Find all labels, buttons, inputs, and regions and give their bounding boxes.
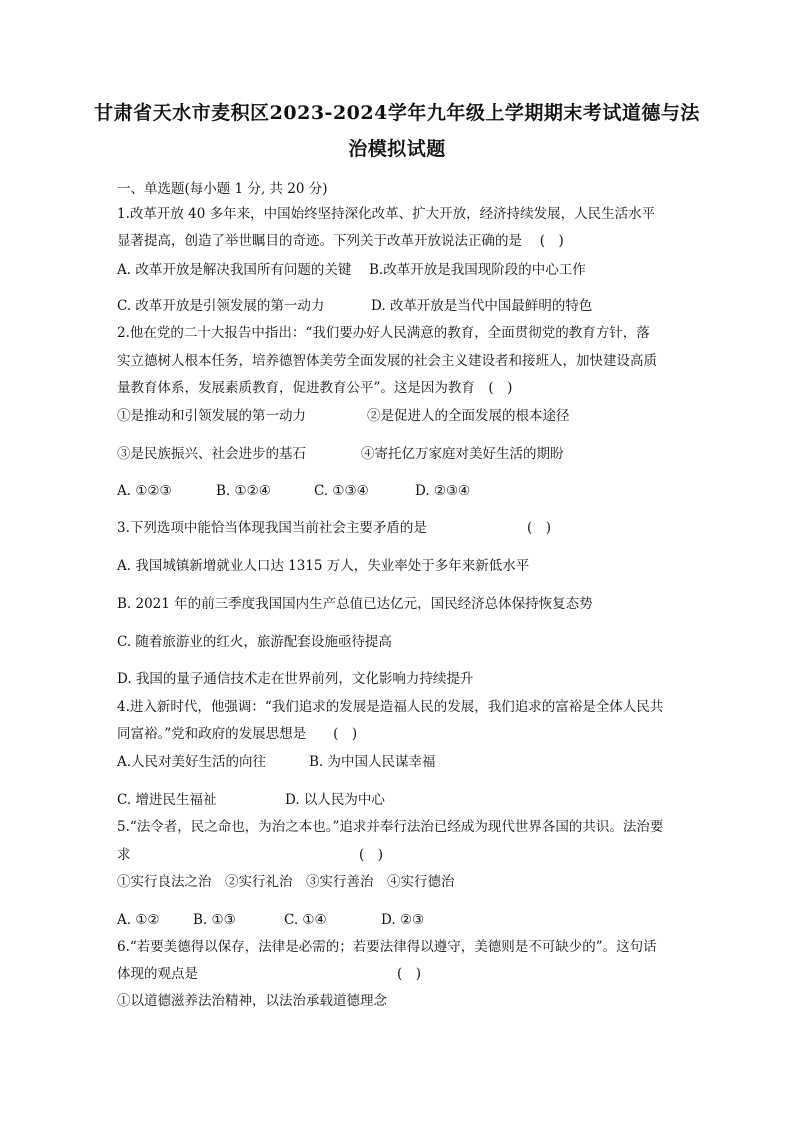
q4-stem-line2: 同富裕。”党和政府的发展思想是 ( ) — [117, 726, 358, 742]
q3-option-a: A. 我国城镇新增就业人口达 1315 万人，失业率处于多年来新低水平 — [117, 558, 530, 574]
q1-option-d: D. 改革开放是当代中国最鲜明的特色 — [371, 298, 593, 314]
exam-title-line2: 治模拟试题 — [348, 138, 446, 160]
q6-stem-line1: 6.“若要美德得以保存，法律是必需的；若要法律得以遵守，美德则是不可缺少的”。这句话 — [117, 939, 657, 955]
section-heading: 一、单选题(每小题 1 分, 共 20 分) — [117, 181, 328, 197]
q5-stem-line1: 5.“法令者，民之命也，为治之本也。”追求并奉行法治已经成为现代世界各国的共识。法治要 — [117, 819, 664, 835]
q2-stem-line2: 实立德树人根本任务，培养德智体美劳全面发展的社会主义建设者和接班人，加快建设高质 — [117, 353, 657, 369]
q3-option-d: D. 我国的量子通信技术走在世界前列，文化影响力持续提升 — [117, 671, 474, 687]
q5-option-d: D. ②③ — [381, 912, 425, 928]
q5-statements: ①实行良法之治 ②实行礼治 ③实行善治 ④实行德治 — [117, 874, 455, 890]
q3-stem-text: 3.下列选项中能恰当体现我国当前社会主要矛盾的是 — [117, 520, 427, 536]
q2-option-a: A. ①②③ — [117, 483, 172, 499]
q5-option-a: A. ①② — [117, 912, 160, 928]
q4-option-c: C. 增进民生福祉 — [117, 792, 217, 808]
q2-option-b: B. ①②④ — [216, 483, 271, 499]
q1-stem-line1: 1.改革开放 40 多年来，中国始终坚持深化改革、扩大开放，经济持续发展，人民生活水平 — [117, 206, 656, 222]
q5-option-c: C. ①④ — [284, 912, 327, 928]
q4-option-b: B. 为中国人民谋幸福 — [309, 754, 436, 770]
q1-stem-line2: 显著提高，创造了举世瞩目的奇迹。下列关于改革开放说法正确的是 ( ) — [117, 233, 564, 249]
q2-statement-4: ④寄托亿万家庭对美好生活的期盼 — [361, 446, 564, 462]
q2-option-c: C. ①③④ — [314, 483, 369, 499]
q1-option-b: B.改革开放是我国现阶段的中心工作 — [369, 262, 586, 278]
q2-statement-3: ③是民族振兴、社会进步的基石 — [117, 446, 306, 462]
q6-stem-text: 体现的观点是 — [117, 966, 198, 982]
q5-option-b: B. ①③ — [193, 912, 236, 928]
q2-statement-2: ②是促进人的全面发展的根本途径 — [367, 408, 570, 424]
q2-statement-1: ①是推动和引领发展的第一动力 — [117, 408, 306, 424]
q3-answer-paren: ( ) — [527, 520, 552, 536]
exam-title-line1: 甘肃省天水市麦积区2023-2024学年九年级上学期期末考试道德与法 — [94, 102, 700, 124]
q2-option-d: D. ②③④ — [415, 483, 471, 499]
q6-statement-1: ①以道德滋养法治精神，以法治承载道德理念 — [117, 993, 387, 1009]
q1-option-c: C. 改革开放是引领发展的第一动力 — [117, 298, 325, 314]
q3-option-b: B. 2021 年的前三季度我国国内生产总值已达亿元，国民经济总体保持恢复态势 — [117, 596, 593, 612]
q2-stem-line3: 量教育体系，发展素质教育，促进教育公平”。这是因为教育 ( ) — [117, 380, 513, 396]
q4-option-d: D. 以人民为中心 — [285, 792, 385, 808]
q4-stem-line1: 4.进入新时代，他强调：“我们追求的发展是造福人民的发展，我们追求的富裕是全体人民共 — [117, 699, 664, 715]
q1-option-a: A. 改革开放是解决我国所有问题的关键 — [117, 262, 352, 278]
q6-answer-paren: ( ) — [397, 966, 422, 982]
q2-stem-line1: 2.他在党的二十大报告中指出：“我们要办好人民满意的教育，全面贯彻党的教育方针，落 — [117, 325, 650, 341]
q5-answer-paren: ( ) — [359, 847, 384, 863]
q5-stem-text: 求 — [117, 847, 131, 863]
q3-option-c: C. 随着旅游业的红火，旅游配套设施亟待提高 — [117, 634, 392, 650]
q4-option-a: A.人民对美好生活的向往 — [117, 754, 267, 770]
